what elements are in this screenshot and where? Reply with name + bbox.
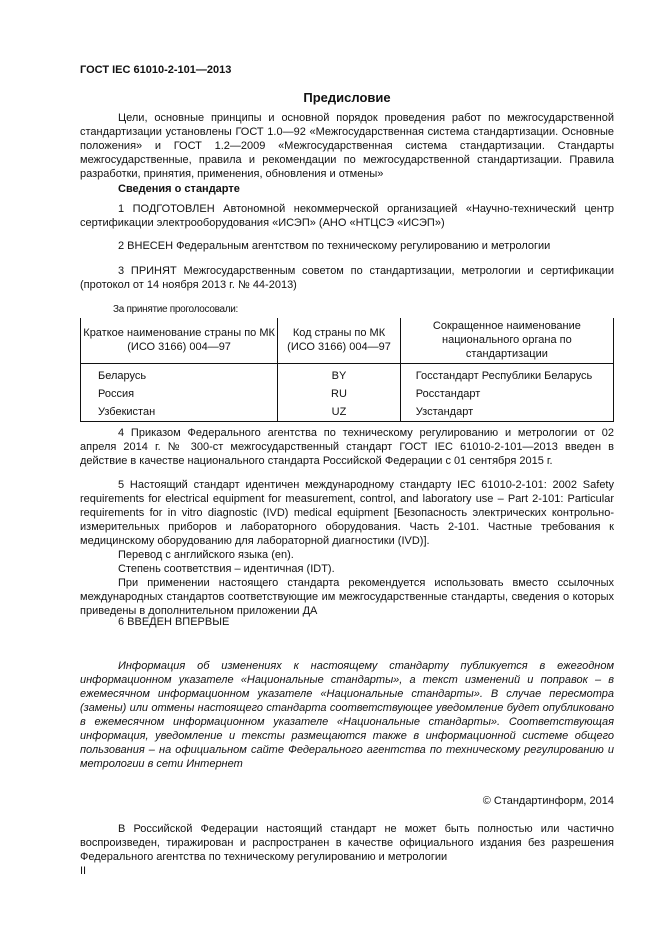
section-heading: Сведения о стандарте: [118, 183, 240, 195]
standards-body: Госстандарт Республики Беларусь: [400, 364, 613, 386]
item-2: 2 ВНЕСЕН Федеральным агентством по техническому регулированию и метрологии: [118, 240, 551, 252]
item-6: 6 ВВЕДЕН ВПЕРВЫЕ: [118, 616, 230, 628]
item-4: 4 Приказом Федерального агентства по техническому регулированию и метрологии от 02 апреля 2014 г. № 300-ст межгосударственный стандарт ГОСТ IEC 61010-2-101—2013 введен в действие в качестве национального стандарта Российской Федерации с 01 сентября 2015 г.: [80, 427, 614, 467]
changes-info: Информация об изменениях к настоящему стандарту публикуется в ежегодном информационном указателе «Национальные стандарты», а текст изменений и поправок – в ежемесячном информационном указателе «Национальные стандарты». В случае пересмотра (замены) или отмены настоящего стандарта соответствующее уведомление будет опубликовано в ежемесячном информационном указателе «Национальные стандарты». Соответствующая информация, уведомление и тексты размещаются также в информационной системе общего пользования – на официальном сайте Федерального агентства по техническому регулированию и метрологии в сети Интернет: [80, 660, 614, 770]
standards-body: Росстандарт: [400, 385, 613, 403]
voted-label: За принятие проголосовали:: [113, 304, 239, 315]
table-row: [81, 385, 614, 403]
document-header: ГОСТ IEC 61010-2-101—2013: [80, 64, 232, 76]
table-header: Код страны по МК (ИСО 3166) 004—97: [278, 318, 401, 364]
country-code: UZ: [278, 403, 401, 422]
item-5: 5 Настоящий стандарт идентичен международному стандарту IEC 61010-2-101: 2002 Safety requirements for electrical equipment for measurement, control, and laboratory use – Part 2-101: Particular requirements for in vitro diagnostic (IVD) medical equipment [Безопасность электрических контрольно-измерительных приборов и лабораторного оборудования. Часть 2-101. Частные требования к медицинскому оборудованию для лабораторной диагностики (IVD)].: [80, 479, 614, 547]
voting-table: [80, 318, 614, 422]
copyright: © Стандартинформ, 2014: [482, 795, 614, 807]
country-code: RU: [278, 385, 401, 403]
rights-notice: В Российской Федерации настоящий стандарт не может быть полностью или частично воспроизведен, тиражирован и распространен в качестве официального издания без разрешения Федерального агентства по техническому регулированию и метрологии: [80, 823, 614, 863]
item-5-note: При применении настоящего стандарта рекомендуется использовать вместо ссылочных международных стандартов соответствующие им межгосударственные стандарты, сведения о которых приведены в дополнительном приложении ДА: [80, 577, 614, 617]
page-number: II: [80, 865, 87, 877]
intro-paragraph: Цели, основные принципы и основной порядок проведения работ по межгосударственной стандартизации установлены ГОСТ 1.0—92 «Межгосударственная система стандартизации. Основные положения» и ГОСТ 1.2—2009 «Межгосударственная система стандартизации. Стандарты межгосударственные, правила и рекомендации по межгосударственной стандартизации. Правила разработки, принятия, применения, обновления и отмены»: [80, 112, 614, 180]
country-name: Беларусь: [81, 364, 278, 386]
country-name: Узбекистан: [81, 403, 278, 422]
country-code: BY: [278, 364, 401, 386]
table-header: Краткое наименование страны по МК (ИСО 3166) 004—97: [81, 318, 278, 364]
country-name: Россия: [81, 385, 278, 403]
table-row: [81, 364, 614, 386]
item-1: 1 ПОДГОТОВЛЕН Автономной некоммерческой организацией «Научно-технический центр сертификации электрооборудования «ИСЭП» (АНО «НТЦСЭ «ИСЭП»): [80, 203, 614, 229]
table-row: [81, 403, 614, 422]
item-5-translation: Перевод с английского языка (en).: [118, 549, 294, 561]
standards-body: Узстандарт: [400, 403, 613, 422]
item-3: 3 ПРИНЯТ Межгосударственным советом по стандартизации, метрологии и сертификации (протокол от 14 ноября 2013 г. № 44-2013): [80, 265, 614, 291]
page-title: Предисловие: [303, 90, 391, 105]
item-5-degree: Степень соответствия – идентичная (IDT).: [118, 563, 335, 575]
table-header: Сокращенное наименование национального органа по стандартизации: [400, 318, 613, 364]
